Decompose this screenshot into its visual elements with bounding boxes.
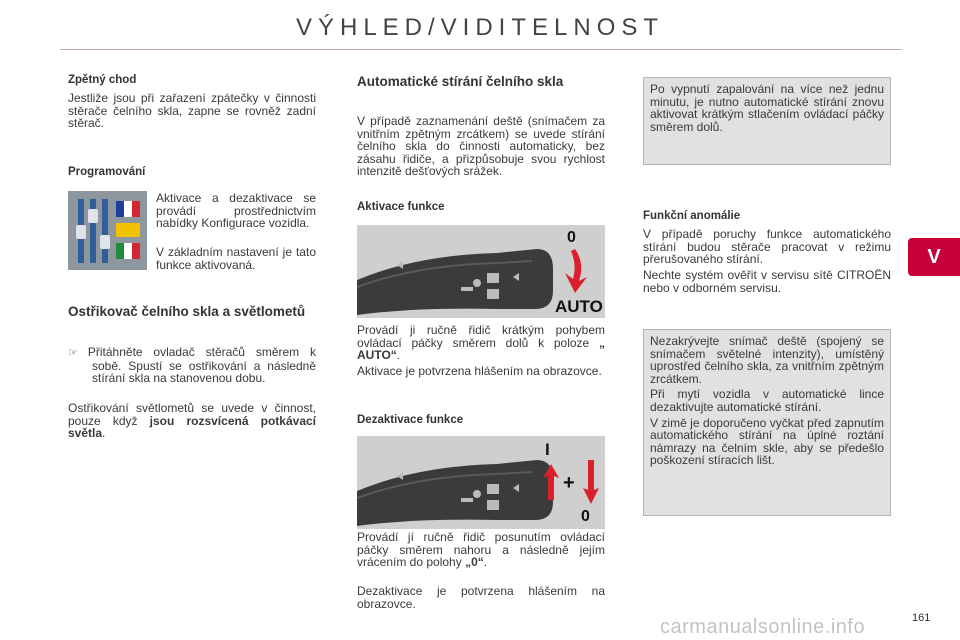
watermark: carmanualsonline.info (660, 616, 866, 638)
activation-stalk-image (357, 225, 605, 318)
washer-bullet-text: Přitáhněte ovladač stěračů směrem k sobě. Spustí se ostřikování a následně stírání skla na stanovenou dobu. (87, 345, 316, 386)
chapter-tab[interactable]: V (908, 238, 960, 276)
arrow-down-icon (557, 247, 597, 295)
title-divider (60, 49, 902, 50)
deactivation-text (357, 531, 605, 569)
malfunction-heading: Funkční anomálie (643, 210, 741, 222)
activation-heading: Aktivace funkce (357, 201, 445, 213)
page-title: VÝHLED/VIDITELNOST (295, 14, 665, 41)
sensor-note-box (643, 329, 891, 516)
arrow-down-icon-2 (581, 458, 601, 506)
page-number: 161 (912, 612, 931, 624)
programming-text-1: Aktivace a dezaktivace se provádí prostřednictvím nabídky Konfigurace vozidla. (156, 191, 316, 231)
washer-text-pre: Ostřikování světlometů se uvede v činnost, pouze když (68, 401, 316, 428)
deactivation-heading: Dezaktivace funkce (357, 414, 464, 426)
auto-intro: V případě zaznamenání deště (snímačem za vnitřním zpětným zrcátkem) se uvede stírání čelního skla do činnosti automaticky, bez zásahu řidiče, a přizpůsobuje svou rychlost intenzitě dešťových srážek. (357, 114, 605, 179)
sensor-note-p3: V zimě je doporučeno vyčkat před zapnutím automatického stírání na úplné roztání námrazy na čelním skle, aby se předešlo poškození stíracích lišt. (650, 415, 884, 468)
sensor-note-p2: Při mytí vozidla v automatické lince dezaktivujte automatické stírání. (650, 387, 884, 414)
washer-text-bold: jsou rozsvícená potkávací světla (68, 413, 316, 441)
settings-sliders-icon (68, 191, 147, 270)
deactivation-label-one: I (545, 440, 550, 459)
ignition-note-text: Po vypnutí zapalování na více než jednu minutu, je nutno automatické stírání znovu aktivovat krátkým stlačením ovládací páčky směrem dolů. (650, 82, 884, 134)
programming-heading: Programování (68, 166, 146, 178)
activation-text-bold: „ AUTO“ (357, 335, 605, 363)
deactivation-confirm: Dezaktivace je potvrzena hlášením na obrazovce. (357, 584, 605, 611)
deactivation-text-pre: Provádí jí ručně řidič posunutím ovládací páčky směrem nahoru a následně jejím vrácením do polohy (357, 530, 605, 570)
deactivation-label-zero: 0 (581, 508, 590, 525)
malfunction-text-1: V případě poruchy funkce automatického stírání budou stěrače pracovat v režimu přerušovaného stírání. (643, 227, 891, 267)
activation-label-auto: AUTO (555, 297, 603, 316)
arrow-up-icon (541, 462, 561, 502)
deactivation-text-bold: „0“ (465, 555, 484, 570)
washer-bullet (68, 346, 316, 385)
programming-text-2: V základním nastavení je tato funkce aktivovaná. (156, 245, 316, 272)
deactivation-text-post: . (483, 555, 488, 570)
configuration-screen-image (68, 191, 147, 270)
deactivation-stalk-image (357, 436, 605, 529)
deactivation-label-plus: + (563, 472, 575, 494)
activation-confirm: Aktivace je potvrzena hlášením na obrazovce. (357, 364, 602, 378)
rear-text: Jestliže jsou při zařazení zpátečky v činnosti stěrače čelního skla, zapne se rovněž zadní stěrač. (68, 91, 316, 131)
washer-heading: Ostřikovač čelního skla a světlometů (68, 304, 306, 319)
activation-text-pre: Provádí ji ručně řidič krátkým pohybem ovládací páčky směrem dolů k poloze (357, 323, 605, 350)
sensor-note-p1: Nezakrývejte snímač deště (spojený se snímačem světelné intenzity), umístěný uprostřed čelního skla, za vnitřním zpětným zrcátkem. (650, 334, 884, 386)
washer-text-post: . (102, 426, 106, 441)
bullet-icon: ☞ (68, 347, 78, 359)
auto-heading: Automatické stírání čelního skla (357, 74, 564, 89)
malfunction-text-2: Nechte systém ověřit v servisu sítě CITROËN nebo v odborném servisu. (643, 268, 891, 295)
activation-text-post: . (396, 348, 401, 363)
activation-text (357, 324, 605, 362)
activation-label-zero: 0 (567, 229, 576, 246)
washer-text (68, 402, 316, 440)
ignition-note-box (643, 77, 891, 165)
rear-heading: Zpětný chod (68, 74, 137, 86)
